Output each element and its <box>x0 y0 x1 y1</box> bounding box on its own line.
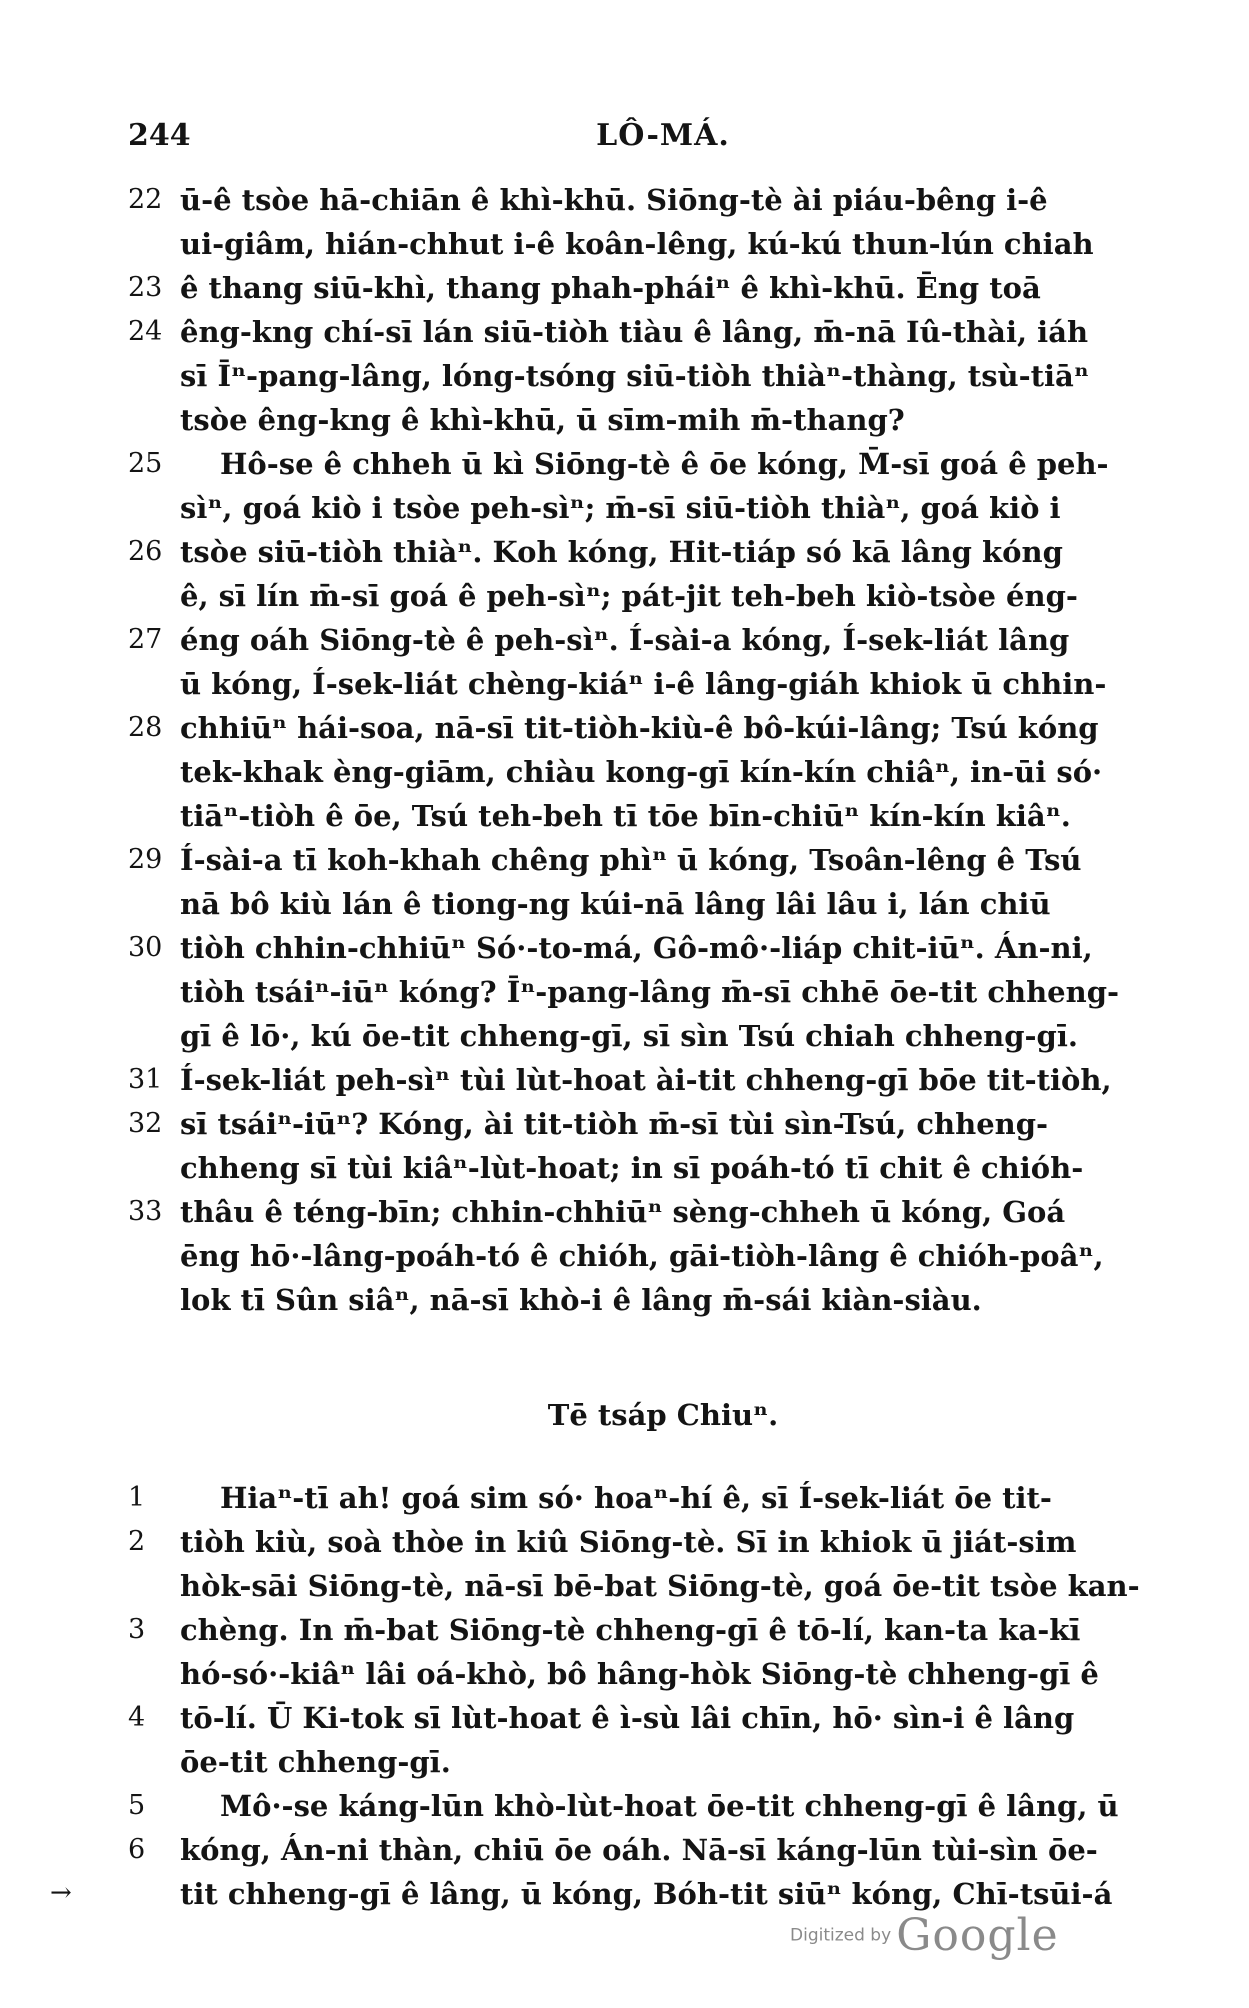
text-line <box>128 706 1208 750</box>
line-text: ê thang siū-khì, thang phah-pháiⁿ ê khì-khū. Ēng toā <box>180 271 1041 305</box>
line-text: ê, sī lín m̄-sī goá ê peh-sìⁿ; pát-jit teh-beh kiò-tsòe éng- <box>180 579 1078 613</box>
text-line <box>128 1190 1208 1234</box>
verse-number: 25 <box>128 448 163 479</box>
verse-number: 32 <box>128 1108 163 1139</box>
verse-number: 1 <box>128 1482 146 1513</box>
text-line <box>128 1784 1208 1828</box>
text-line <box>128 662 1208 706</box>
text-line <box>128 266 1208 310</box>
verse-number: 27 <box>128 624 163 655</box>
line-text: chèng. In m̄-bat Siōng-tè chheng-gī ê tō-lí, kan-ta ka-kī <box>180 1613 1081 1647</box>
text-line <box>128 1652 1208 1696</box>
verse-number: 5 <box>128 1790 146 1821</box>
line-text: Mô·-se káng-lūn khò-lùt-hoat ōe-tit chheng-gī ê lâng, ū <box>220 1789 1119 1823</box>
chapter-end-text <box>128 178 1208 1322</box>
text-line <box>128 222 1208 266</box>
text-line <box>128 354 1208 398</box>
text-line <box>128 1564 1208 1608</box>
verse-number: 4 <box>128 1702 146 1733</box>
text-line <box>128 178 1208 222</box>
line-text: chhiūⁿ hái-soa, nā-sī tit-tiòh-kiù-ê bô-kúi-lâng; Tsú kóng <box>180 711 1099 745</box>
page-header <box>128 118 1198 168</box>
line-text: nā bô kiù lán ê tiong-ng kúi-nā lâng lâi lâu i, lán chiū <box>180 887 1051 921</box>
text-line <box>128 1278 1208 1322</box>
text-line <box>128 1608 1208 1652</box>
text-line <box>128 398 1208 442</box>
line-text: tiāⁿ-tiòh ê ōe, Tsú teh-beh tī tōe bīn-chiūⁿ kín-kín kiâⁿ. <box>180 799 1071 833</box>
line-text: tiòh kiù, soà thòe in kiû Siōng-tè. Sī in khiok ū jiát-sim <box>180 1525 1077 1559</box>
line-text: tsòe siū-tiòh thiàⁿ. Koh kóng, Hit-tiáp só kā lâng kóng <box>180 535 1063 569</box>
verse-number: 23 <box>128 272 163 303</box>
line-text: tit chheng-gī ê lâng, ū kóng, Bóh-tit siūⁿ kóng, Chī-tsūi-á <box>180 1877 1113 1911</box>
line-text: tiòh chhin-chhiūⁿ Só·-to-má, Gô-mô·-liáp chit-iūⁿ. Án-ni, <box>180 931 1093 965</box>
margin-arrow-mark: → <box>50 1878 72 1908</box>
text-line <box>128 970 1208 1014</box>
text-line <box>128 1520 1208 1564</box>
line-text: Hiaⁿ-tī ah! goá sim só· hoaⁿ-hí ê, sī Í-sek-liát ōe tit- <box>220 1481 1052 1515</box>
verse-number: 31 <box>128 1064 163 1095</box>
line-text: ēng hō·-lâng-poáh-tó ê chióh, gāi-tiòh-lâng ê chióh-poâⁿ, <box>180 1239 1104 1273</box>
verse-number: 28 <box>128 712 163 743</box>
text-line <box>128 1828 1208 1872</box>
text-line <box>128 530 1208 574</box>
text-line <box>128 618 1208 662</box>
line-text: gī ê lō·, kú ōe-tit chheng-gī, sī sìn Tsú chiah chheng-gī. <box>180 1019 1078 1053</box>
text-line <box>128 1058 1208 1102</box>
line-text: ū kóng, Í-sek-liát chèng-kiáⁿ i-ê lâng-giáh khiok ū chhin- <box>180 667 1107 701</box>
text-line <box>128 794 1208 838</box>
verse-number: 29 <box>128 844 163 875</box>
line-text: Í-sek-liát peh-sìⁿ tùi lùt-hoat ài-tit chheng-gī bōe tit-tiòh, <box>180 1063 1112 1097</box>
text-line <box>128 486 1208 530</box>
line-text: tiòh tsáiⁿ-iūⁿ kóng? Īⁿ-pang-lâng m̄-sī chhē ōe-tit chheng- <box>180 975 1120 1009</box>
text-line <box>128 750 1208 794</box>
verse-number: 26 <box>128 536 163 567</box>
line-text: Hô-se ê chheh ū kì Siōng-tè ê ōe kóng, M̄-sī goá ê peh- <box>220 447 1109 481</box>
watermark-logo: Google <box>896 1910 1059 1961</box>
line-text: ū-ê tsòe hā-chiān ê khì-khū. Siōng-tè ài piáu-bêng i-ê <box>180 183 1048 217</box>
verse-number: 22 <box>128 184 163 215</box>
verse-number: 3 <box>128 1614 146 1645</box>
text-line <box>128 310 1208 354</box>
chapter-heading: Tē tsáp Chiuⁿ. <box>547 1398 779 1432</box>
line-text: sī Īⁿ-pang-lâng, lóng-tsóng siū-tiòh thiàⁿ-thàng, tsù-tiāⁿ <box>180 359 1089 393</box>
chapter-start-text <box>128 1476 1208 1916</box>
text-line <box>128 882 1208 926</box>
line-text: hó-só·-kiâⁿ lâi oá-khò, bô hâng-hòk Siōng-tè chheng-gī ê <box>180 1657 1099 1691</box>
line-text: kóng, Án-ni thàn, chiū ōe oáh. Nā-sī káng-lūn tùi-sìn ōe- <box>180 1833 1098 1867</box>
line-text: éng oáh Siōng-tè ê peh-sìⁿ. Í-sài-a kóng, Í-sek-liát lâng <box>180 623 1070 657</box>
running-title: LÔ-MÁ. <box>596 118 730 153</box>
text-line <box>128 926 1208 970</box>
verse-number: 6 <box>128 1834 146 1865</box>
text-line <box>128 1476 1208 1520</box>
line-text: Í-sài-a tī koh-khah chêng phìⁿ ū kóng, Tsoân-lêng ê Tsú <box>180 843 1082 877</box>
line-text: hòk-sāi Siōng-tè, nā-sī bē-bat Siōng-tè, goá ōe-tit tsòe kan- <box>180 1569 1140 1603</box>
digitized-watermark <box>790 1910 1059 1961</box>
line-text: lok tī Sûn siâⁿ, nā-sī khò-i ê lâng m̄-sái kiàn-siàu. <box>180 1283 982 1317</box>
page-number: 244 <box>128 118 191 153</box>
verse-number: 33 <box>128 1196 163 1227</box>
text-line <box>128 1146 1208 1190</box>
text-line <box>128 574 1208 618</box>
verse-number: 30 <box>128 932 163 963</box>
text-line <box>128 1014 1208 1058</box>
line-text: sī tsáiⁿ-iūⁿ? Kóng, ài tit-tiòh m̄-sī tùi sìn-Tsú, chheng- <box>180 1107 1049 1141</box>
line-text: thâu ê téng-bīn; chhin-chhiūⁿ sèng-chheh ū kóng, Goá <box>180 1195 1066 1229</box>
line-text: ōe-tit chheng-gī. <box>180 1745 451 1779</box>
text-line <box>128 838 1208 882</box>
line-text: êng-kng chí-sī lán siū-tiòh tiàu ê lâng, m̄-nā Iû-thài, iáh <box>180 315 1089 349</box>
line-text: ui-giâm, hián-chhut i-ê koân-lêng, kú-kú thun-lún chiah <box>180 227 1094 261</box>
line-text: tō-lí. Ū Ki-tok sī lùt-hoat ê ì-sù lâi chīn, hō· sìn-i ê lâng <box>180 1701 1075 1735</box>
text-line <box>128 1740 1208 1784</box>
line-text: tsòe êng-kng ê khì-khū, ū sīm-mih m̄-thang? <box>180 403 905 437</box>
text-line <box>128 1234 1208 1278</box>
text-line <box>128 1102 1208 1146</box>
text-line <box>128 442 1208 486</box>
watermark-prefix: Digitized by <box>790 1925 892 1946</box>
text-line <box>128 1696 1208 1740</box>
line-text: tek-khak èng-giām, chiàu kong-gī kín-kín chiâⁿ, in-ūi só· <box>180 755 1103 789</box>
line-text: chheng sī tùi kiâⁿ-lùt-hoat; in sī poáh-tó tī chit ê chióh- <box>180 1151 1084 1185</box>
line-text: sìⁿ, goá kiò i tsòe peh-sìⁿ; m̄-sī siū-tiòh thiàⁿ, goá kiò i <box>180 491 1061 525</box>
verse-number: 2 <box>128 1526 146 1557</box>
verse-number: 24 <box>128 316 163 347</box>
